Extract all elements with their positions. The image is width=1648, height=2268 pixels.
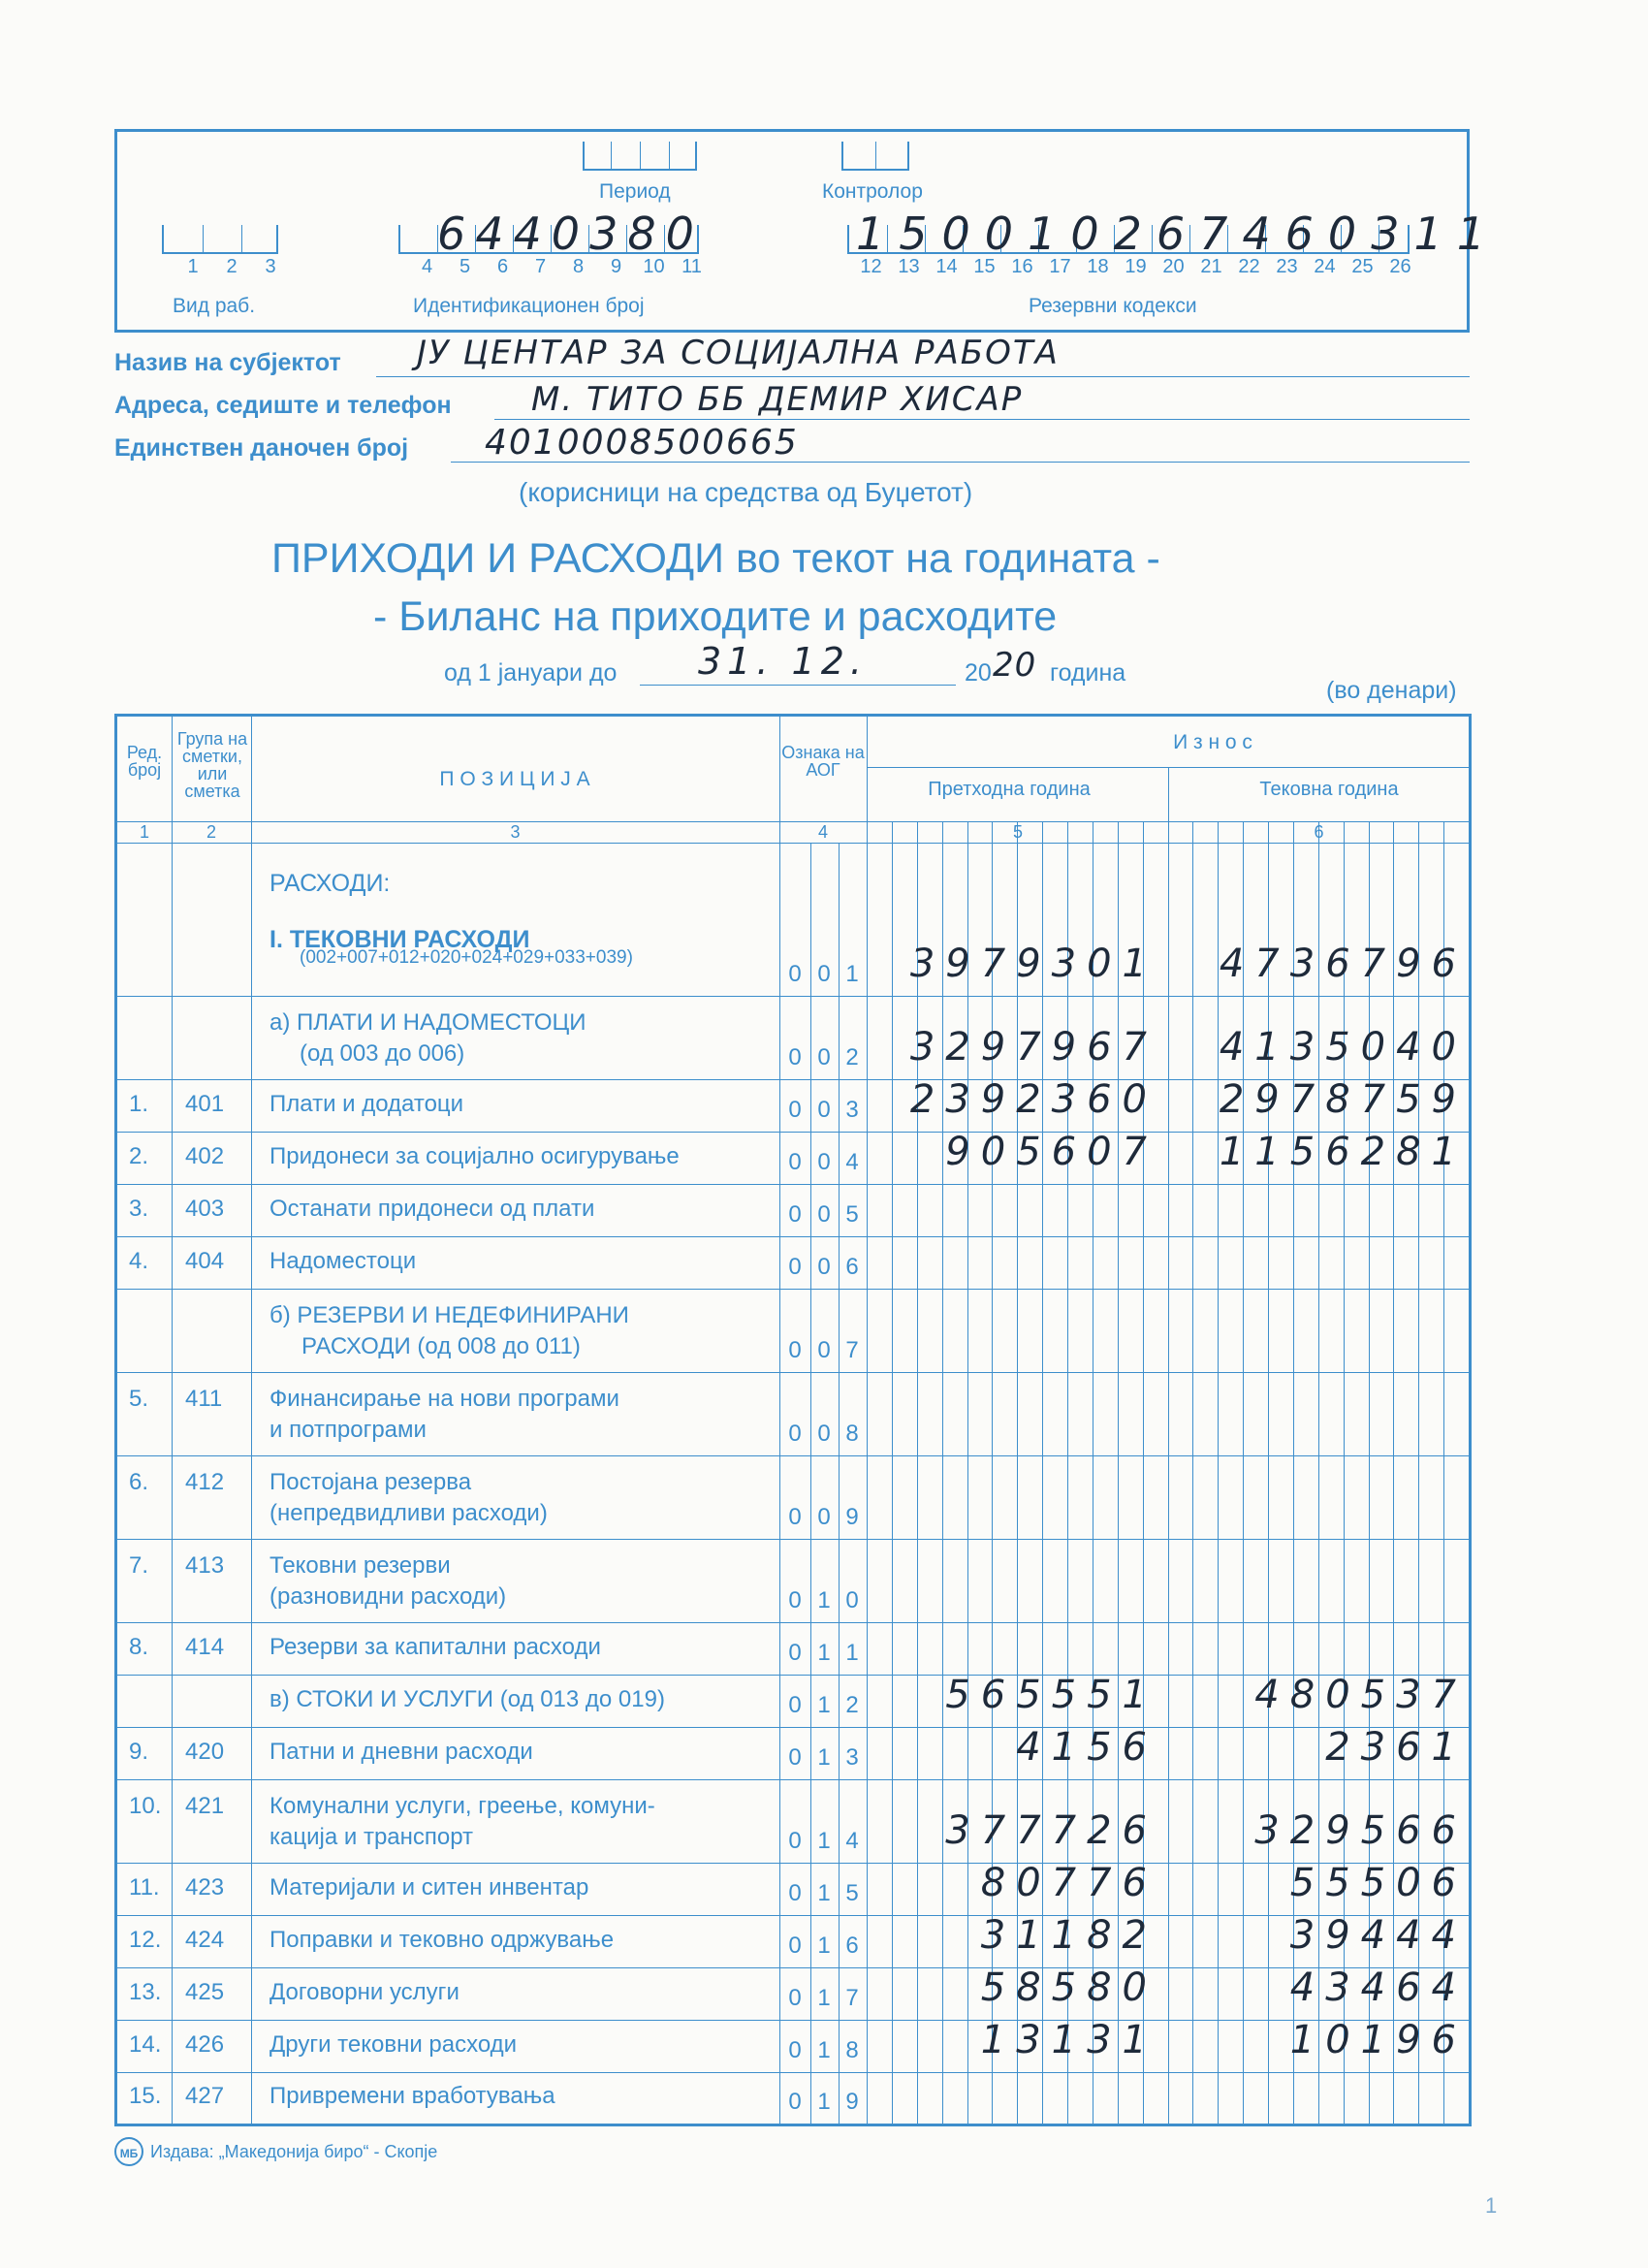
amount-grid-line bbox=[942, 821, 943, 2124]
year-value: 20 bbox=[993, 646, 1037, 685]
row-divider bbox=[117, 2072, 1469, 2073]
account-number: 423 bbox=[185, 1874, 225, 1901]
reserve-code-digit-label: 26 bbox=[1389, 256, 1411, 277]
aog-code-digit: 1 bbox=[817, 1744, 831, 1771]
aog-code-digit: 0 bbox=[845, 1587, 859, 1613]
header-account-group: Група на сметки, или сметка bbox=[176, 729, 248, 801]
aog-code-digit: 0 bbox=[817, 961, 831, 987]
current-year-amount: 10196 bbox=[1289, 2018, 1467, 2062]
position-label: Договорни услуги bbox=[269, 1979, 460, 2005]
account-number: 426 bbox=[185, 2031, 225, 2058]
aog-code-digit: 0 bbox=[817, 1504, 831, 1530]
reserve-code-digit-label: 16 bbox=[1011, 256, 1033, 277]
aog-code-digit: 0 bbox=[788, 1985, 802, 2011]
column-divider bbox=[779, 717, 780, 2124]
previous-year-amount: 905607 bbox=[945, 1130, 1157, 1174]
aog-code-digit: 1 bbox=[845, 1640, 859, 1666]
column-number: 6 bbox=[1314, 822, 1324, 842]
previous-year-amount: 58580 bbox=[980, 1965, 1157, 2010]
column-divider bbox=[172, 717, 173, 2124]
address-value: М. ТИТО ББ ДЕМИР ХИСАР bbox=[531, 380, 1024, 419]
account-number: 404 bbox=[185, 1248, 225, 1274]
previous-year-amount: 377726 bbox=[945, 1808, 1157, 1853]
row-number: 13. bbox=[129, 1979, 162, 2005]
aog-code-digit: 1 bbox=[817, 1880, 831, 1906]
row-number: 15. bbox=[129, 2083, 162, 2109]
aog-code-digit: 0 bbox=[788, 1044, 802, 1070]
current-year-amount: 39444 bbox=[1289, 1913, 1467, 1958]
row-number: 9. bbox=[129, 1739, 149, 1765]
budget-note: (корисници на средства од Буџетот) bbox=[519, 477, 973, 507]
period-date-value: 31. 12. bbox=[698, 640, 868, 683]
reserve-code-digit-label: 23 bbox=[1276, 256, 1298, 277]
account-number: 401 bbox=[185, 1091, 225, 1117]
position-label: Привремени вработувања bbox=[269, 2083, 555, 2109]
aog-code-digit: 1 bbox=[817, 1933, 831, 1959]
row-divider bbox=[117, 1863, 1469, 1864]
aog-code-digit: 0 bbox=[788, 1097, 802, 1123]
period-boxes[interactable] bbox=[583, 142, 697, 171]
column-number: 5 bbox=[1012, 822, 1023, 842]
position-label-continued: (002+007+012+020+024+029+033+039) bbox=[300, 947, 633, 968]
aog-code-digit: 9 bbox=[845, 2089, 859, 2115]
work-type-number: 3 bbox=[265, 256, 276, 277]
aog-code-digit: 5 bbox=[845, 1880, 859, 1906]
row-divider bbox=[117, 2020, 1469, 2021]
work-type-number: 2 bbox=[226, 256, 238, 277]
form-title-line2: - Биланс на приходите и расходите bbox=[373, 593, 1058, 640]
row-divider bbox=[117, 1779, 1469, 1780]
row-divider bbox=[117, 1184, 1469, 1185]
id-number-digit-label: 8 bbox=[572, 256, 585, 277]
position-label: Резерви за капитални расходи bbox=[269, 1634, 601, 1660]
period-date-line[interactable] bbox=[640, 685, 956, 686]
year-word: година bbox=[1050, 659, 1126, 687]
position-label-continued: (разновидни расходи) bbox=[269, 1583, 507, 1610]
previous-year-amount: 80776 bbox=[980, 1861, 1157, 1905]
aog-code-digit: 6 bbox=[845, 1254, 859, 1280]
current-year-amount: 2361 bbox=[1325, 1725, 1467, 1770]
account-number: 413 bbox=[185, 1552, 225, 1579]
current-year-amount: 43464 bbox=[1289, 1965, 1467, 2010]
amount-grid-line bbox=[892, 821, 893, 2124]
reserve-code-digit-label: 17 bbox=[1049, 256, 1071, 277]
current-year-amount: 2978759 bbox=[1219, 1077, 1467, 1122]
amount-grid-line bbox=[1218, 821, 1219, 2124]
amount-grid-line bbox=[1268, 821, 1269, 2124]
reserve-code-digit-label: 20 bbox=[1162, 256, 1185, 277]
position-label: Патни и дневни расходи bbox=[269, 1739, 533, 1765]
aog-code-digit: 0 bbox=[788, 2089, 802, 2115]
header-divider bbox=[117, 843, 1469, 844]
aog-digit-divider bbox=[839, 843, 840, 2124]
aog-code-digit: 0 bbox=[788, 1201, 802, 1228]
aog-code-digit: 1 bbox=[817, 2089, 831, 2115]
form-title-line1: ПРИХОДИ И РАСХОДИ во текот на годината - bbox=[271, 535, 1160, 582]
aog-code-digit: 0 bbox=[788, 1692, 802, 1718]
account-number: 427 bbox=[185, 2083, 225, 2109]
row-number: 14. bbox=[129, 2031, 162, 2058]
amount-grid-line bbox=[1192, 821, 1193, 2124]
current-year-amount: 55506 bbox=[1289, 1861, 1467, 1905]
row-number: 7. bbox=[129, 1552, 149, 1579]
id-number-label: Идентификационен број bbox=[413, 295, 645, 317]
position-label: Постојана резерва bbox=[269, 1469, 472, 1495]
aog-code-digit: 1 bbox=[845, 961, 859, 987]
reserve-code-digit-label: 21 bbox=[1200, 256, 1222, 277]
aog-code-digit: 2 bbox=[845, 1692, 859, 1718]
column-number: 2 bbox=[206, 822, 216, 842]
row-divider bbox=[117, 1539, 1469, 1540]
header-row-number: Ред. број bbox=[126, 743, 163, 780]
reserve-code-digit-label: 22 bbox=[1238, 256, 1260, 277]
aog-code-digit: 7 bbox=[845, 1985, 859, 2011]
position-label: Тековни резерви bbox=[269, 1552, 451, 1579]
reserve-code-digit-label: 13 bbox=[898, 256, 920, 277]
account-number: 402 bbox=[185, 1143, 225, 1169]
account-number: 420 bbox=[185, 1739, 225, 1765]
period-prefix: од 1 јануари до bbox=[444, 659, 618, 687]
aog-code-digit: 0 bbox=[788, 1933, 802, 1959]
column-number: 1 bbox=[139, 822, 149, 842]
aog-code-digit: 3 bbox=[845, 1744, 859, 1771]
aog-code-digit: 0 bbox=[788, 1254, 802, 1280]
previous-year-amount: 3297967 bbox=[909, 1025, 1157, 1070]
position-label: Материјали и ситен инвентар bbox=[269, 1874, 589, 1901]
page-number: 1 bbox=[1485, 2193, 1498, 2218]
row-divider bbox=[117, 1236, 1469, 1237]
id-number-digit-label: 11 bbox=[681, 256, 702, 277]
aog-code-digit: 0 bbox=[817, 1201, 831, 1228]
reserve-codes-value: 150010267460311 bbox=[856, 208, 1500, 260]
reserve-code-digit-label: 25 bbox=[1351, 256, 1374, 277]
id-number-digit-label: 4 bbox=[421, 256, 433, 277]
aog-code-digit: 1 bbox=[817, 1692, 831, 1718]
id-number-digit-label: 9 bbox=[610, 256, 622, 277]
account-number: 411 bbox=[185, 1386, 223, 1412]
amount-grid-line bbox=[1168, 767, 1169, 2124]
aog-digit-divider bbox=[810, 843, 811, 2124]
position-label-continued: кација и транспорт bbox=[269, 1824, 474, 1850]
header-current-year: Тековна година bbox=[1259, 779, 1399, 800]
expenses-table bbox=[114, 714, 1472, 2126]
row-number: 11. bbox=[129, 1874, 160, 1901]
id-number-value: 6440380 bbox=[437, 208, 704, 260]
account-number: 425 bbox=[185, 1979, 225, 2005]
reserve-code-digit-label: 24 bbox=[1314, 256, 1336, 277]
current-year-amount: 480537 bbox=[1254, 1673, 1467, 1717]
header-divider bbox=[867, 767, 1469, 768]
aog-code-digit: 0 bbox=[788, 1744, 802, 1771]
position-label: Комунални услуги, греење, комуни- bbox=[269, 1793, 655, 1819]
column-number: 3 bbox=[510, 822, 521, 842]
position-label: Плати и додатоци bbox=[269, 1091, 464, 1117]
aog-code-digit: 7 bbox=[845, 1337, 859, 1363]
aog-code-digit: 0 bbox=[817, 1149, 831, 1175]
row-divider bbox=[117, 1372, 1469, 1373]
id-number-digit-label: 10 bbox=[643, 256, 665, 277]
aog-code-digit: 6 bbox=[845, 1933, 859, 1959]
position-label-continued: (од 003 до 006) bbox=[300, 1040, 465, 1067]
id-number-digit-label: 6 bbox=[496, 256, 509, 277]
reserve-code-digit-label: 19 bbox=[1125, 256, 1147, 277]
position-label: а) ПЛАТИ И НАДОМЕСТОЦИ bbox=[269, 1009, 586, 1036]
previous-year-amount: 565551 bbox=[945, 1673, 1157, 1717]
aog-code-digit: 0 bbox=[817, 1337, 831, 1363]
amount-grid-line bbox=[967, 821, 968, 2124]
aog-code-digit: 0 bbox=[788, 2037, 802, 2063]
row-divider bbox=[117, 1289, 1469, 1290]
position-label-continued: (непредвидливи расходи) bbox=[269, 1500, 548, 1526]
position-label: Придонеси за социјално осигурување bbox=[269, 1143, 680, 1169]
period-label: Период bbox=[599, 180, 671, 203]
aog-code-digit: 0 bbox=[817, 1097, 831, 1123]
position-label-continued: РАСХОДИ (од 008 до 011) bbox=[301, 1333, 581, 1359]
tax-number-label: Единствен даночен број bbox=[114, 434, 409, 462]
previous-year-amount: 3979301 bbox=[909, 942, 1157, 986]
current-year-amount: 4736796 bbox=[1219, 942, 1467, 986]
controller-boxes[interactable] bbox=[841, 142, 909, 171]
row-divider bbox=[117, 996, 1469, 997]
aog-code-digit: 5 bbox=[845, 1201, 859, 1228]
account-number: 412 bbox=[185, 1469, 225, 1495]
aog-code-digit: 8 bbox=[845, 1421, 859, 1447]
row-divider bbox=[117, 1622, 1469, 1623]
header-divider bbox=[117, 821, 1469, 822]
position-label: Други тековни расходи bbox=[269, 2031, 518, 2058]
aog-code-digit: 0 bbox=[788, 1421, 802, 1447]
header-aog: Ознака на АОГ bbox=[781, 743, 865, 780]
aog-code-digit: 1 bbox=[817, 1985, 831, 2011]
aog-code-digit: 0 bbox=[817, 1421, 831, 1447]
reserve-code-digit-label: 12 bbox=[860, 256, 882, 277]
row-number: 1. bbox=[129, 1091, 149, 1117]
aog-code-digit: 1 bbox=[817, 2037, 831, 2063]
column-divider bbox=[867, 717, 868, 2124]
reserve-code-digit-label: 15 bbox=[973, 256, 996, 277]
subject-name-label: Назив на субјектот bbox=[114, 349, 341, 376]
address-label: Адреса, седиште и телефон bbox=[114, 392, 452, 419]
aog-code-digit: 1 bbox=[817, 1640, 831, 1666]
aog-code-digit: 0 bbox=[817, 1044, 831, 1070]
row-number: 8. bbox=[129, 1634, 149, 1660]
aog-code-digit: 8 bbox=[845, 2037, 859, 2063]
previous-year-amount: 31182 bbox=[980, 1913, 1157, 1958]
row-number: 2. bbox=[129, 1143, 149, 1169]
currency-note: (во денари) bbox=[1326, 677, 1457, 704]
current-year-amount: 329566 bbox=[1254, 1808, 1467, 1853]
aog-code-digit: 2 bbox=[845, 1044, 859, 1070]
row-divider bbox=[117, 1727, 1469, 1728]
account-number: 424 bbox=[185, 1927, 225, 1953]
row-number: 5. bbox=[129, 1386, 149, 1412]
header-amount: И з н о с bbox=[1173, 731, 1252, 753]
id-number-digit-label: 7 bbox=[534, 256, 547, 277]
position-label: в) СТОКИ И УСЛУГИ (од 013 до 019) bbox=[269, 1686, 665, 1712]
aog-code-digit: 0 bbox=[788, 1504, 802, 1530]
work-type-number: 1 bbox=[187, 256, 199, 277]
previous-year-amount: 13131 bbox=[980, 2018, 1157, 2062]
column-divider bbox=[251, 717, 252, 2124]
aog-code-digit: 4 bbox=[845, 1828, 859, 1854]
account-number: 403 bbox=[185, 1196, 225, 1222]
address-line[interactable] bbox=[494, 419, 1470, 420]
tax-number-value: 4010008500665 bbox=[485, 423, 799, 463]
position-label: б) РЕЗЕРВИ И НЕДЕФИНИРАНИ bbox=[269, 1302, 629, 1328]
reserve-code-digit-label: 18 bbox=[1087, 256, 1109, 277]
aog-code-digit: 0 bbox=[788, 1149, 802, 1175]
position-label: Поправки и тековно одржување bbox=[269, 1927, 615, 1953]
controller-label: Контролор bbox=[822, 180, 923, 203]
aog-code-digit: 0 bbox=[788, 1587, 802, 1613]
section-title: РАСХОДИ: bbox=[269, 870, 391, 897]
aog-code-digit: 1 bbox=[817, 1587, 831, 1613]
row-divider bbox=[117, 1455, 1469, 1456]
publisher-note: Издава: „Македонија биро“ - Скопје bbox=[150, 2142, 438, 2161]
aog-code-digit: 0 bbox=[788, 1828, 802, 1854]
position-label: Финансирање на нови програми bbox=[269, 1386, 619, 1412]
aog-code-digit: 0 bbox=[788, 1337, 802, 1363]
account-number: 414 bbox=[185, 1634, 225, 1660]
work-type-label: Вид раб. bbox=[173, 295, 256, 317]
aog-code-digit: 9 bbox=[845, 1504, 859, 1530]
year-prefix: 20 bbox=[965, 659, 992, 687]
aog-code-digit: 0 bbox=[788, 961, 802, 987]
aog-code-digit: 0 bbox=[817, 1254, 831, 1280]
id-number-digit-label: 5 bbox=[459, 256, 471, 277]
column-number: 4 bbox=[817, 822, 828, 842]
work-type-boxes[interactable] bbox=[162, 225, 278, 254]
position-label: I. ТЕКОВНИ РАСХОДИ bbox=[269, 926, 530, 953]
aog-code-digit: 3 bbox=[845, 1097, 859, 1123]
account-number: 421 bbox=[185, 1793, 225, 1819]
previous-year-amount: 4156 bbox=[1016, 1725, 1157, 1770]
subject-name-value: ЈУ ЦЕНТАР ЗА СОЦИЈАЛНА РАБОТА bbox=[417, 334, 1060, 372]
row-number: 6. bbox=[129, 1469, 149, 1495]
current-year-amount: 1156281 bbox=[1219, 1130, 1467, 1174]
aog-code-digit: 1 bbox=[817, 1828, 831, 1854]
publisher-logo: МБ bbox=[114, 2137, 143, 2166]
subject-name-line[interactable] bbox=[376, 376, 1470, 377]
aog-code-digit: 0 bbox=[788, 1880, 802, 1906]
row-divider bbox=[117, 1915, 1469, 1916]
row-divider bbox=[117, 1967, 1469, 1968]
aog-code-digit: 4 bbox=[845, 1149, 859, 1175]
amount-grid-line bbox=[1243, 821, 1244, 2124]
reserve-codes-label: Резервни кодекси bbox=[1029, 295, 1197, 317]
position-label: Останати придонеси од плати bbox=[269, 1196, 595, 1222]
header-previous-year: Претходна година bbox=[928, 779, 1091, 800]
aog-code-digit: 0 bbox=[788, 1640, 802, 1666]
header-position: П О З И Ц И Ј А bbox=[439, 768, 590, 790]
current-year-amount: 4135040 bbox=[1219, 1025, 1467, 1070]
reserve-code-digit-label: 14 bbox=[935, 256, 958, 277]
row-number: 10. bbox=[129, 1793, 162, 1819]
row-number: 4. bbox=[129, 1248, 149, 1274]
row-number: 3. bbox=[129, 1196, 149, 1222]
previous-year-amount: 2392360 bbox=[909, 1077, 1157, 1122]
amount-grid-line bbox=[917, 821, 918, 2124]
position-label-continued: и потпрограми bbox=[269, 1417, 427, 1443]
header-box bbox=[114, 129, 1500, 333]
position-label: Надоместоци bbox=[269, 1248, 417, 1274]
row-number: 12. bbox=[129, 1927, 162, 1953]
